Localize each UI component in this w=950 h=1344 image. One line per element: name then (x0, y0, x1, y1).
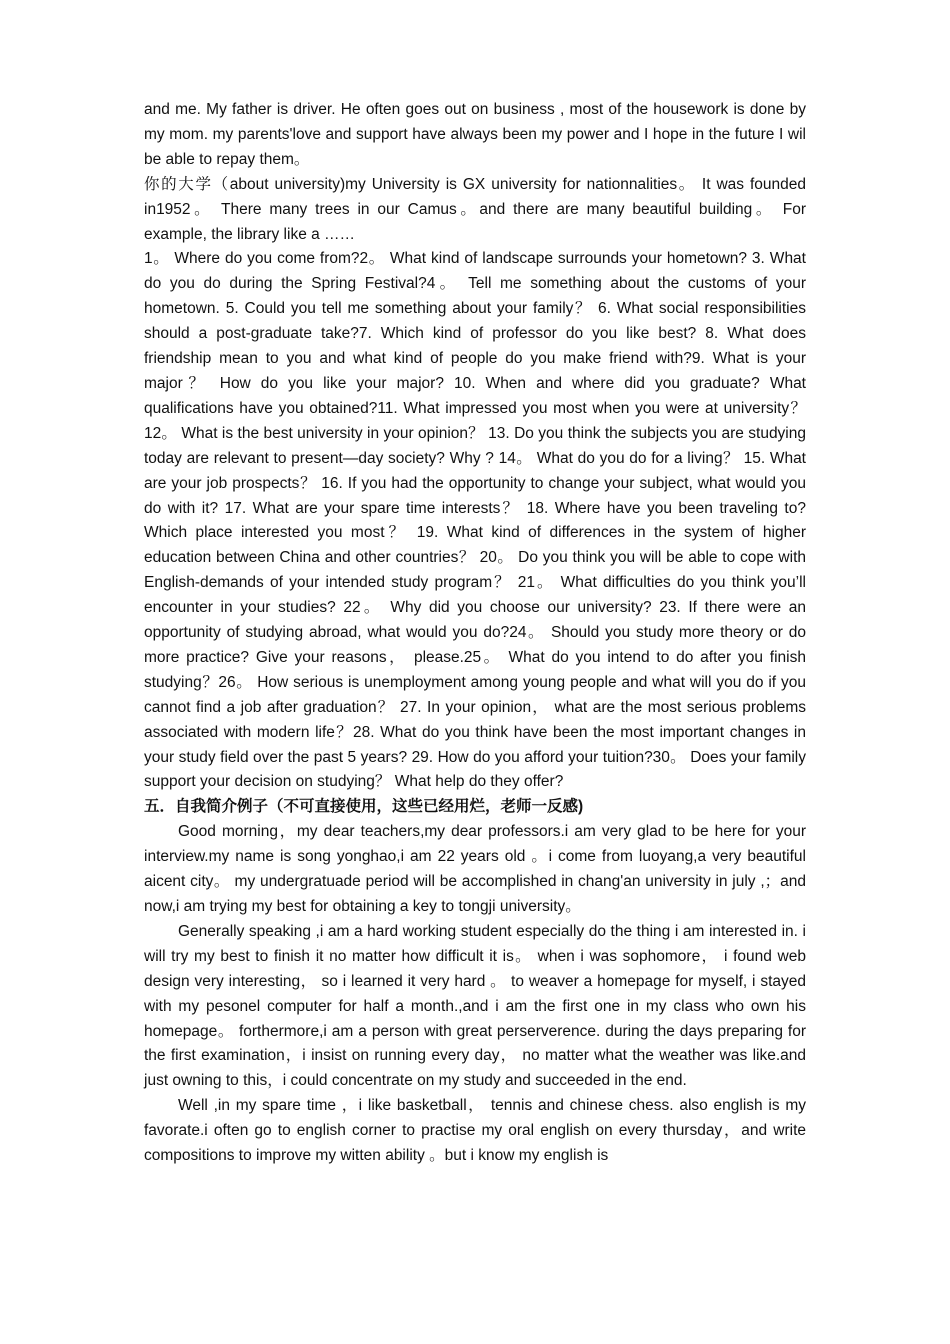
intro-paragraph-hobbies: Well ,in my spare time ，i like basketball， tennis and chinese chess. also english is my favorate.i often go to english corner to practise my oral english on every thursday，and write compositions to improve my witten ability 。but i know my english is (144, 1097, 806, 1165)
section-heading: 五．自我简介例子（不可直接使用，这些已经用烂，老师一反感) (144, 798, 584, 816)
family-paragraph: and me. My father is driver. He often goes out on business , most of the housework is done by my mom. my parents'love and support have always been my power and I hope in the future I wil be able to repay them。 (144, 101, 806, 168)
university-paragraph: 你的大学（about university)my University is GX university for nationnalities。 It was founded in1952。 There many trees in our Camus。and there are many beautiful building。 For example, the library like a …… (144, 175, 806, 243)
interview-questions-paragraph: 1。 Where do you come from?2。 What kind of landscape surrounds your hometown? 3. What do you do during the Spring Festival?4。 Tell me something about the customs of your hometown. 5. Could you tell me something about your family？ 6. What social responsibilities should a post-graduate take?7. Which kind of professor do you like best? 8. What does friendship mean to you and what kind of people do you make friend with?9. What is your major？ How do you like your major? 10. When and where did you graduate? What qualifications have you obtained?11. What impressed you most when you were at university？ 12。 What is the best university in your opinion？ 13. Do you think the subjects you are studying today are relevant to present—day society? Why ? 14。 What do you do for a living？ 15. What are your job prospects？ 16. If you had the opportunity to change your subject, what would you do with it? 17. What are your spare time interests？ 18. Where have you been traveling to? Which place interested you most？ 19. What kind of differences in the system of higher education between China and other countries？ 20。 Do you think you will be able to cope with English-demands of your intended study program？ 21。 What difficulties do you think you’ll encounter in your studies? 22。 Why did you choose our university? 23. If there were an opportunity of studying abroad, what would you do?24。 Should you study more theory or do more practice? Give your reasons， please.25。 What do you intend to do after you finish studying？26。 How serious is unemployment among young people and what will you do if you cannot find a job after graduation？ 27. In your opinion， what are the most serious problems associated with modern life？28. What do you think have been the most important changes in your study field over the past 5 years? 29. How do you afford your tuition?30。 Does your family support your decision on studying？ What help do they offer? (144, 250, 806, 791)
intro-paragraph-character: Generally speaking ,i am a hard working student especially do the thing i am interested in. i will try my best to finish it no matter how difficult it is。 when i was sophomore， i found web design very interesting， so i learned it very hard 。 to weaver a homepage for myself, i stayed with my pesonel computer for half a month.,and i am the first one in my class who own his homepage。 forthermore,i am a person with great perserverence. during the days preparing for the first examination，i insist on running every day， no matter what the weather was like.and just owning to this，i could concentrate on my study and succeeded in the end. (144, 922, 806, 1090)
document-page (144, 98, 806, 1169)
intro-paragraph-greeting: Good morning，my dear teachers,my dear professors.i am very glad to be here for your interview.my name is song yonghao,i am 22 years old 。i come from luoyang,a very beautiful aicent city。 my undergratuade period will be accomplished in chang'an university in july ,；and now,i am trying my best for obtaining a key to tongji university。 (144, 823, 806, 915)
